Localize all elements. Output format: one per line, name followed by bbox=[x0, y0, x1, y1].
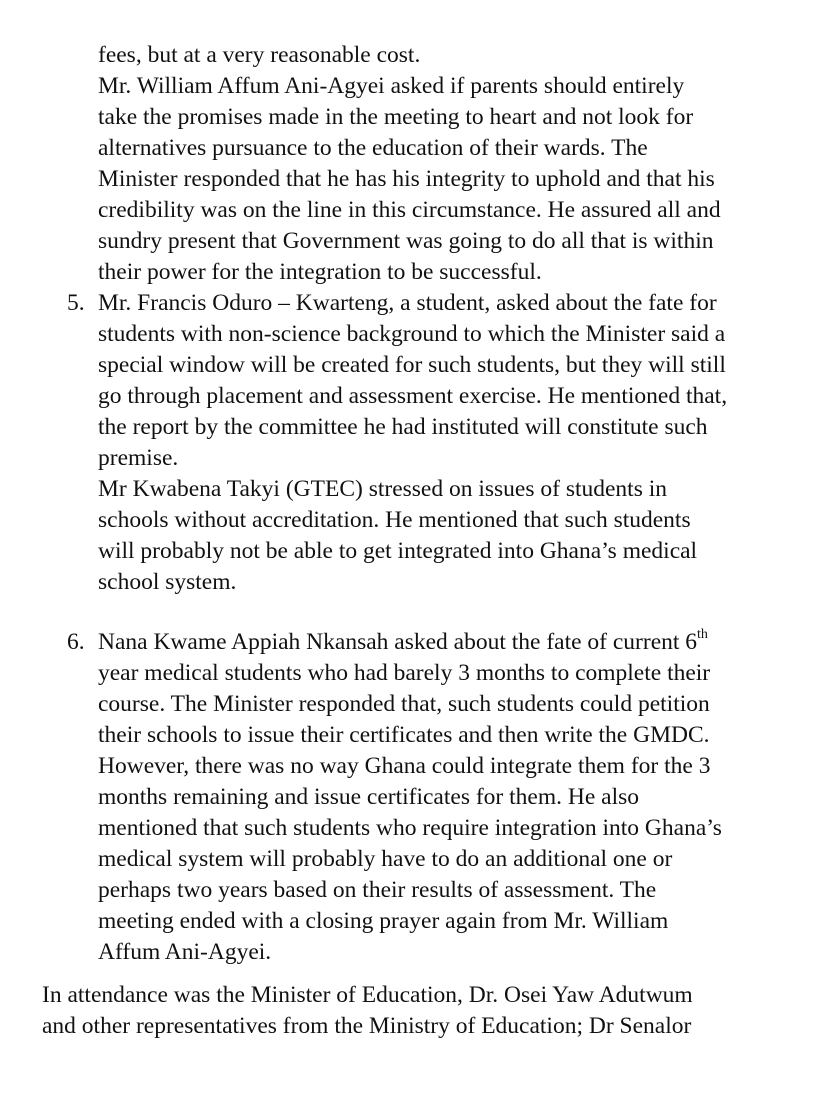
text-line: alternatives pursuance to the education of their wards. The bbox=[98, 135, 648, 161]
text-line: sundry present that Government was going to do all that is within bbox=[98, 228, 714, 254]
text-line: Minister responded that he has his integrity to uphold and that his bbox=[98, 166, 715, 192]
text-line: schools without accreditation. He mentioned that such students bbox=[98, 507, 691, 533]
text-run: Nana Kwame Appiah Nkansah asked about the fate of current 6 bbox=[98, 629, 698, 655]
text-line: go through placement and assessment exercise. He mentioned that, bbox=[98, 383, 728, 409]
text-line: medical system will probably have to do an additional one or bbox=[98, 846, 673, 872]
text-line: and other representatives from the Ministry of Education; Dr Senalor bbox=[42, 1013, 692, 1039]
text-line: course. The Minister responded that, such students could petition bbox=[98, 691, 710, 717]
text-line bbox=[98, 627, 708, 658]
text-line: Mr. William Affum Ani-Agyei asked if parents should entirely bbox=[98, 73, 685, 99]
text-line: perhaps two years based on their results of assessment. The bbox=[98, 877, 657, 903]
list-number: 5. bbox=[67, 290, 85, 316]
text-line: take the promises made in the meeting to heart and not look for bbox=[98, 104, 694, 130]
list-number: 6. bbox=[67, 629, 85, 655]
text-line: Affum Ani-Agyei. bbox=[98, 939, 272, 965]
text-line: Mr. Francis Oduro – Kwarteng, a student, asked about the fate for bbox=[98, 290, 717, 316]
text-line: will probably not be able to get integrated into Ghana’s medical bbox=[98, 538, 698, 564]
text-line: their schools to issue their certificates and then write the GMDC. bbox=[98, 722, 710, 748]
text-line: credibility was on the line in this circumstance. He assured all and bbox=[98, 197, 721, 223]
text-line: their power for the integration to be successful. bbox=[98, 259, 542, 285]
text-line: In attendance was the Minister of Education, Dr. Osei Yaw Adutwum bbox=[42, 982, 693, 1008]
text-line: school system. bbox=[98, 569, 237, 595]
superscript: th bbox=[697, 627, 708, 643]
text-line: fees, but at a very reasonable cost. bbox=[98, 42, 421, 68]
text-line: special window will be created for such students, but they will still bbox=[98, 352, 726, 378]
text-line: However, there was no way Ghana could integrate them for the 3 bbox=[98, 753, 711, 779]
text-line: mentioned that such students who require integration into Ghana’s bbox=[98, 815, 722, 841]
text-line: Mr Kwabena Takyi (GTEC) stressed on issues of students in bbox=[98, 476, 668, 502]
text-line: months remaining and issue certificates for them. He also bbox=[98, 784, 639, 810]
text-line: students with non-science background to which the Minister said a bbox=[98, 321, 726, 347]
text-line: year medical students who had barely 3 months to complete their bbox=[98, 660, 711, 686]
text-line: meeting ended with a closing prayer again from Mr. William bbox=[98, 908, 669, 934]
text-line: the report by the committee he had instituted will constitute such bbox=[98, 414, 708, 440]
text-line: premise. bbox=[98, 445, 179, 471]
